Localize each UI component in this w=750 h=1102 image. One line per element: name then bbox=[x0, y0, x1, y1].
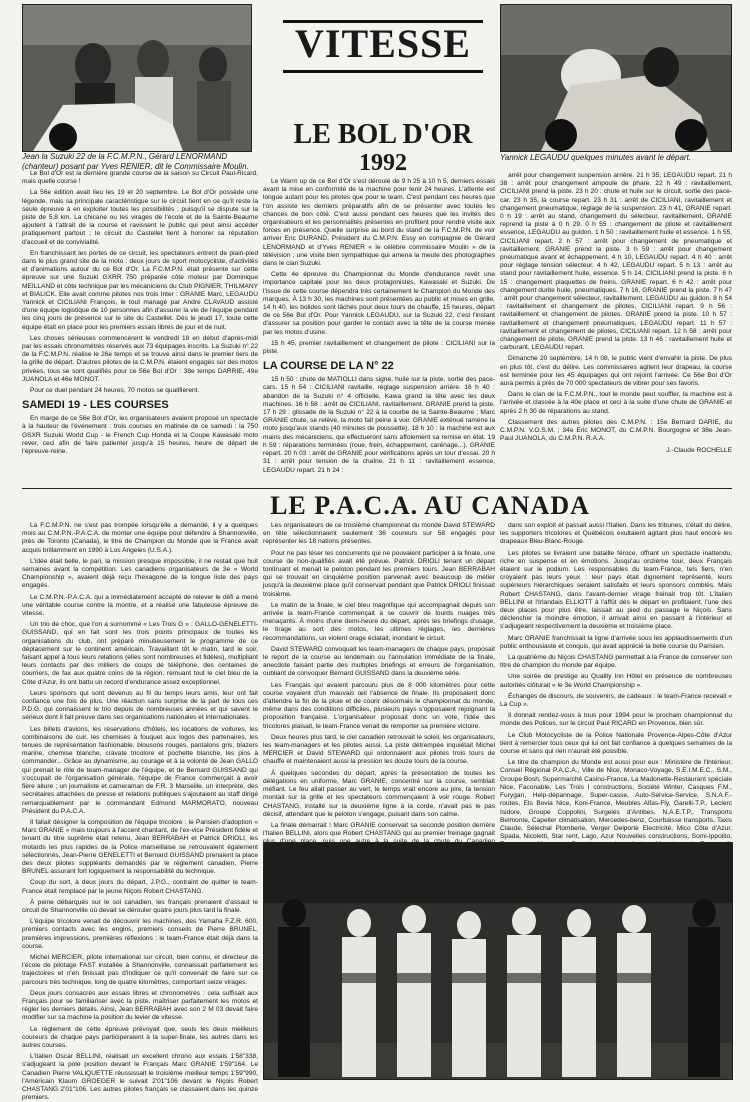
paragraph: Pour ce duel pendant 24 heures, 70 motos se qualifièrent. bbox=[30, 387, 200, 395]
paragraph: dans son exploit et passait aussi l'Italien. Dans les tribunes, c'était du délire, les supporters tricolores et Québécois exultaient agitant plus haut encore les drapeaux Bleu-Blanc-Rouge. bbox=[500, 522, 732, 546]
paragraph: Échanges de discours, de souvenirs, de cadeaux : le team-France recevait « La Cup ». bbox=[500, 692, 732, 709]
article2-column-3 bbox=[500, 522, 732, 841]
paragraph: L'équipe tricolore venait de découvrir les machines, des Yamaha F.Z.R. 600, premiers contacts avec les engins, premiers conseils de Pierre BRUNEL, premières impressions, premières réflexions : le team-France était déjà dans la course. bbox=[22, 918, 258, 950]
paragraph: Il fallait désigner la composition de l'équipe tricolore : le Parisien d'adoption « Marc GRANIE » mais toujours à l'accent chantant, de l'ex-vice Président fidèle et tenant du titre suprême était retenu, Jean BERRABAH et Patrick DRIOLI, les motards les plus rapides de la Police marseillaise se retrouvaient également sélectionnés, Jean-Pierre GENELETTI et Bernard GUISSAND prenaient la place des deux pilotes suppléants demandés par le règlement canadien, Pierre BRUNEL assurant fort logiquement la responsabilité du technique. bbox=[22, 818, 258, 876]
article2-column-2 bbox=[263, 522, 495, 838]
paragraph: Les organisateurs de ce troisième championnat du monde David STEWARD en tête sélectionnaient seulement 36 coureurs sur 58 engagés pour représenter les 18 nations présentes. bbox=[263, 522, 495, 546]
paragraph: Leurs sponsors qui sont devenus au fil du temps leurs amis, leur ont fait confiance une fois de plus. Une réaction sans surprise de la part de tous ces P.D.G. qui connaissent le trio depuis de nombreuses années et qui savent le sérieux dont il fait preuve dans ses organisations nationales et internationales. bbox=[22, 689, 258, 722]
title-rule-bottom bbox=[283, 70, 483, 73]
paragraph: Les choses sérieuses commencèrent le vendredi 18 en début d'après-midi par les essais chronométrés réservés aux 73 équipages inscrits. La Suzuki n° 22 de la F.C.M.P.N. réalise le 26e temps et se trouve ainsi dans le premier tiers de la grille de départ. D'autres pilotes de la C.M.P.N. étaient engagés sur des motos privées, tous se sont qualifiés pour ce 56e Bol d'Or : 38e temps DARRIE, 49e JUANOLA et 46e MONOT. bbox=[22, 334, 258, 383]
subhead-course-22: LA COURSE DE LA N° 22 bbox=[263, 360, 394, 373]
paragraph: Un trio de choc, que l'on a surnommé « Les Trois G » : GALLO-GENELETTI-GUISSAND, qui en fait sont les trois points principaux de toutes les organisations du club, ont préparé minutieusement le programme de ce déplacement sur le continent américain. Travaillant tôt le matin, tard le soir, faisant appel à tous leurs relations (elles sont nombreuses et fidèles), multipliant leurs contacts par des milliers de coups de téléphone, des centaines de courriers, de fax aux quatre coins de la région, remuant tout le ciel bleu de la Côte d'Azur, ils ont battu un record d'endurance assez exceptionnel. bbox=[22, 621, 258, 686]
paragraph: Michel MERCIER, pilote international sur circuit, bien connu, et directeur de l'école de pilotage FAST installée à Shannonville, connaissait parfaitement les trajectoires et n'en finissait pas d'indiquer ce qu'il convenait de faire sur ce parcours très technique, long de quatre kilomètres, comportant seize virages. bbox=[22, 953, 258, 986]
paragraph: Le règlement de cette épreuve prévoyait que, seuls les deux meilleurs coureurs de chaque pays participeraient à la super-finale, les autres dans les autres courses. bbox=[22, 1025, 258, 1049]
photo-legaudu-graphic bbox=[501, 5, 731, 151]
paragraph: À peine débarqués sur le sol canadien, les français prenaient d'assaut le circuit de Shannonville où devait se dérouler quatre jours plus tard la finale. bbox=[22, 898, 258, 914]
paragraph: Le Warm up de ce Bol d'Or s'est déroulé de 9 h 25 à 10 h 5, derniers essais avant la mise en conformité de la machine pour tenir 24 heures. L'attente est longue autant pour les pilotes que pour le team. C'est pendant ces heures que l'on assiste les derniers préparatifs afin de se présenter avec toutes les chances de bon côté. C'est aussi pendant ces heures que les invités des organisateurs et les personnalités présentes en profitent pour rendre visite aux forces en présence. Quelle surprise au bord du stand de la F.C.M.P.N. de voir arriver Eric DURAND, Président du C.M.P.N. Essy en compagnie de Gérard LENORMAND et d'Yves RENIER « le célèbre commissaire Moulin » de la télévision ; une visite bien sympathique qui amena la meute des photographes dans le clan Suzuki. bbox=[263, 178, 495, 268]
article1-column-3 bbox=[500, 172, 732, 484]
paragraph: Une soirée de prestige au Quality Inn Hôtel en présence de nombreuses autorités clôturait « le 3e World Championship ». bbox=[500, 673, 732, 689]
paragraph: David STEWARD convoquait les team-managers de chaque pays, proposait le report de la course au lendemain ou l'annulation immédiate de la finale, anecdote faisant partie des multiples briefings et erreurs de l'organisation, oubliant de convoquer Bernard GUISSAND dans la deuxième série. bbox=[263, 645, 495, 678]
paragraph: Marc GRANIE franchissait la ligne d'arrivée sous les applaudissements d'un public enthousiaste et conquis, qui avait apprécié la belle course du Parisien. bbox=[500, 634, 732, 650]
photo-legaudu bbox=[500, 4, 732, 152]
paragraph: La finale démarrait ! Marc GRANIE conservait sa seconde position derrière l'Italien BELLINI, alors que Robert CHASTANG qui au premier freinage gagnait bbox=[263, 821, 495, 838]
article2-title: LE P.A.C.A. AU CANADA bbox=[270, 491, 590, 520]
paragraph: 15 h 50 : chute de MATIOLLI dans signe, huile sur la piste, sortie des pace-cars. 15 h 54 : CICILIANI ravitaille, réglage suspension arrière. 16 h 40 : abandon de la Suzuki n° 4 officielle, Kawa grand la tête avec les deux machines. 16 h 58 : arrêt de CICILIANI, ravitaillement. GRANIE prend la piste. 17 h 29 : glissade de la Suzuki n° 22 à la courbe de la Sainte-Beaume ; Marc GRANIE chute, se relève, la moto fait peine à voir. GRANIE exténué ramène la moto jusqu'aux stands (40 minutes de poussette). 18 h 10 : la machine est aux mains des mécaniciens, qui effectueront sans affolement sa remise en état. 19 h 59 : réparations terminées (roue, frein, échappement, carénage...). GRANIE repart. 20 h 03 : arrêt de GRANIE pour vérifications après un tour d'essai. 20 h 31 : arrêt pour tension de la chaîne. 21 h 11 : ravitaillement essence, LEGAUDU repart. 21 h 24 : bbox=[263, 376, 495, 474]
photo-lenormand-graphic bbox=[23, 5, 251, 151]
paragraph: L'idée était belle, le pari, la mission presque impossible, il ne restait que huit semaines avant la compétition. Les canadiens organisateurs de 3e « World Championship », avaient déjà reçu l'hexagone de la longue liste des pays engagés. bbox=[22, 557, 258, 590]
article1-year: 1992 bbox=[359, 150, 407, 176]
paragraph: 15 h 45, premier ravitaillement et changement de pilote : CICILIANI sur la piste. bbox=[263, 339, 495, 356]
paragraph: La quatrième du Niçois CHASTANG permettait à la France de conserver son titre de champion du monde par équipe. bbox=[500, 654, 732, 670]
photo-team-france bbox=[263, 842, 733, 1080]
section-divider bbox=[22, 488, 732, 489]
section-title: VITESSE bbox=[295, 21, 471, 66]
photo-right-caption: Yannick LEGAUDU quelques minutes avant le départ. bbox=[500, 153, 692, 162]
subhead-samedi: SAMEDI 19 - LES COURSES bbox=[22, 399, 169, 412]
paragraph: La F.C.M.P.N. ne s'est pas trompée lorsqu'elle a demandé, il y a quelques mois au C.M.P.N.-P.A.C.A. de monter une équipe pour défendre à Shannonville, près de Toronto (Canada), le titre de Champion du Monde que la France avait acquis brillamment en 1990 à Los Angeles (U.S.A.). bbox=[22, 522, 258, 554]
paragraph: Dans le clan de la F.C.M.P.N., tout le monde peut souffler, la machine est à l'arrivée et classée à la 40e place et ceci à la suite d'une chute de GRANIE et après 2 h 30 de réparations au stand. bbox=[500, 391, 732, 415]
paragraph: Pour ne pas léser les concurrents qui ne pouvaient participer à la finale, une course de non-qualifiés avait été prévue. Patrick DRIOLI tenant un départ tonitruant et menait le peloton pendant les premiers tours. Jean BERRABAH qui se trouvait en cinquième position parvenait avec beaucoup de métier jusqu'à la deuxième place qu'il conservait pendant que Patrick DRIOLI finissait troisième. bbox=[263, 549, 495, 598]
paragraph: En franchissant les portes de ce circuit, les spectateurs entrent de plain-pied dans le plus grand site de la moto : deux jours de sport motocycliste, d'activités et d'animations autour du ce Bol d'Or. La F.C.M.P.N. était présente sur cette épreuve sur une Suzuki GXRR 750 préparée côte moteur par Dominique MEILLAND et côte technique par les mécaniciens du Club PIGNIER, THILMANY et BIALICK. Elle avait comme pilotes nos trois Inter : GRANIE Marc, LEGAUDU Yannick et CICILIANI François, le tout managé par Andre CLAVAUD assisté d'une équipe logistique de 10 personnes afin d'assurer la vie de l'équipe pendant les cinq jours de présence sur le site du Castellet. Dès le jeudi 17, toute cette équipe était en place pour les premiers essais libres de jour et de nuit. bbox=[22, 249, 258, 331]
paragraph: Deux heures plus tard, le ciel canadien retrouvait le soleil, les organisateurs, les team-managers et les pilotes aussi. La piste détrempée inquiétait Michel MERCIER et David STEWARD qui ordonnaient aux pilotes trois tours de chauffe et maintenaient aussi la pression les douze tours de la course. bbox=[263, 733, 495, 766]
paragraph: La 56e édition avait lieu les 19 et 20 septembre. Le Bol d'Or possède une légende, mais sa principale caractéristique sur le circuit tient en ce qu'il reste la seule épreuve à en exploiter toutes les possibilités ; puisqu'il se dispute sur la piste de 5,8 km. La chicane ou les virages de l'école et de la Sainte-Beaume ajoutent à l'attrait de la course et ravissent le public qui peut ainsi accéder pratiquement partout ; le circuit du Castellet tient à honorer sa réputation d'accueil et de convivialité. bbox=[22, 189, 258, 246]
paragraph: En marge de ce 56e Bol d'Or, les organisateurs avaient proposé un spectacle à la hauteur de l'événement : trois courses en matinée de ce samedi : la 750 GSXR Suzuki World Cup - le French Cup Honda et la Coupe Kawasaki moto rever, ceci afin de faire patienter jusqu'à 15 heures, heure de départ de l'épreuve-reine. bbox=[22, 415, 258, 456]
photo-lenormand-suzuki bbox=[22, 4, 252, 152]
paragraph: Le Club Motocycliste de la Police Nationale Provence-Alpes-Côte d'Azur tient à remercier tous ceux qui lui ont fait confiance à quelques semaines de la course et sans qui rien n'aurait été possible. bbox=[500, 731, 732, 756]
signature-rochelle: J.-Claude ROCHELLE bbox=[666, 446, 732, 454]
article1-title: LE BOL D'OR bbox=[293, 119, 473, 150]
article1-column-1 bbox=[22, 170, 258, 484]
paragraph: À quelques secondes du départ, après la présentation de toutes les délégations en uniforme, Marc GRANIE, concentré sur la course, semblait méfiant. Le feu allait passer au vert, le temps vrait encore au pire, la tension montait sur la grille et les spectateurs commençaient à voir rouge. Robert CHASTANG, installé sur la deuxième ligne à la corde, n'avait pas le pas décisif, attendant que le peloton s'engage, puisant dans son calme. bbox=[263, 769, 495, 818]
paragraph: Cette 4e épreuve du Championnat du Monde d'endurance revêt une importance capitale pour les deux protagonistes, Kawasaki et Suzuki. De l'issue de cette course dépendra très certainement le Champion du Monde des marques. À 13 h 30, les machines sont présentées au public et mises en grille, 14 h 40, les bolides sont lâchés pour deux tours de chauffe, 15 heures, départ de ce 56e Bol d'Or. Pour Yannick LEGAUDU, sur la Suzuki 22, c'est l'instant d'assurer sa position pour garder le contact avec la tête de la course menée par les motos d'usine. bbox=[263, 271, 495, 336]
paragraph: Il donnait rendez-vous à tous pour 1994 pour le prochain championnat du monde des Polices, sur le circuit Paul RICARD en Provence, bien sûr. bbox=[500, 712, 732, 728]
photo-left-caption: Jean la Suzuki 22 de la F.C.M.P.N., Gérard LENORMAND (chanteur) posant par Yves RENIER, dit le Commissaire Moulin. bbox=[22, 152, 249, 171]
photo-team-graphic bbox=[264, 843, 732, 1079]
paragraph: Classement des autres pilotes des C.M.P.N. : 15e Bernard DARIE, du C.M.P.N. V.O.S.M. ; 34e Eric MONOT, du C.M.P.N. Bourgogne et 38e Jean-Paul JUANOLA, du C.M.P.N. R.A.A. bbox=[500, 418, 732, 443]
paragraph: Le Bol d'Or est la dernière grande course de la saison su Circuit Paul-Ricard, mais quelle course ! bbox=[22, 170, 258, 186]
article2-column-1 bbox=[22, 522, 258, 1102]
paragraph: Les billets d'avions, les réservations d'hôtels, les locations de voitures, les combinaisons de cuir, les chemises à fouquet aux logos des partenaires, les tenues de représentation fashionable, blousons rouges, pantalons gris, blazers marine, chemise blanche, cravate tricolore et pochette blanche, les pins à commander... Grâce au dynamisme, au courage et à la volonté de Jean GALLO qui prenait le rôle de team-manager de l'équipe, et de Bernard GUISSAND qui s'occupait de l'organisation générale, l'équipe de France commerçait à avoir fière allure ; un journaliste et cameraman de F.R. 3 Marseille, un interprète, des secrétaires attachées de presse et relations publiques s'ajoutaient au staff dirigé remarquablement par le commandant Edmond MARMORATO, nouveau Président du P.A.C.A. bbox=[22, 725, 258, 815]
paragraph: Dimanche 20 septembre, 14 h 08, le public vient d'envahir la piste. De plus en plus tôt, c'est du délire. Les commissaires agitent leur drapeau, la course est terminée pour les 45 équipages qui ont rejoint l'arrivée. Ce 56e Bol d'Or aura permis à près de 70 000 spectateurs de vibrer pour ses favoris. bbox=[500, 355, 732, 388]
paragraph: Les pilotes se livraient une bataille féroce, offrant un spectacle inattendu, riche en suspense et en émotions. Jusqu'au onzième tour, deux Français étaient sur le podium. Les responsables du team-France, tels fiers, n'en croyaient pas leurs yeux : leur pays était dignement représenté, leurs supérieurs hiérarchiques seraient satisfaits et leurs sponsors comblés. Mais Robert CHASTANG, dans l'avant-dernier virage freinait trop tôt. L'italien BELLINI et l'Irlandais ELLIOTT à l'affût dès le départ en profitaient, l'une des deux places pour plus être, laissait au pied du passage le Niçois. Sans déclencher la moindre émotion, il arrivait ainsi en passant à l'intérieur et s'adjugeant respectivement la deuxième et troisième place. bbox=[500, 549, 732, 631]
paragraph: Deux jours consacrés aux essais libres et chronométrés : cela suffisait aux Français pour se familiariser avec la piste, maîtriser parfaitement les motos et régler les derniers détails. Ainsi, Jean BERRABAH avec son 2 M 03 devait faire modifier sur sa machine la position du levier de vitesse. bbox=[22, 989, 258, 1022]
paragraph: Coup du sort, à deux jours du départ, J.P.G., contraint de quitter le team-France était remplacé par le jeune Niçois Robert CHASTANG. bbox=[22, 879, 258, 895]
paragraph: arrêt pour changement suspension arrière. 21 h 35, LEGAUDU repart. 21 h 38 : arrêt pour changement ampoule de phare. 22 h 49 : ravitaillement, CICILIANI prend la piste. 23 h 20 : chute et huile sur le circuit, sortie des pace-car. 23 h 35, la course repart. 23 h 31 : arrêt de CICILIANI, ravitaillement et changement pneumatique, réglage de la suspension. 23 h 41, GRANIE repart. 0 h 19 : arrêt au stand, changement du sélecteur, ravitaillement, GRANIE reprend la piste à 0 h 29. 0 h 55 : changement de pilote et ravitaillement essence, LEGAUDU au guidon. 1 h 50 : ravitaillement huile et essence. 1 h 55, CICILIANI repart. 2 h 57 : arrêt pour changement de pneumatique et ravitaillement. GRANIE prend la piste. 3 h 59 : arrêt pour changement pneumatique avant et échappement. 4 h 10, LEGAUDU repart. 4 h 40 : arrêt pour réglage tension sélecteur. 4 h 42, LEGAUDU repart. 5 h 13 : arrêt au stand pour ravitaillement huile, essence. 5 h 14, CICILIANI prend la piste. 6 h 15 : changement plaquettes de freins. GRANIE repart. 6 h 42 : arrêt pour changement durite huile, pneumatiques. 7 h 16, GRANIE prend la piste. 7 h 47 : arrêt pour changement sélecteur, ravitaillement. LEGAUDU au guidon. 8 h 54 : ravitaillement et changement de pilotes, CICILIANI repart. 9 h 56 : ravitaillement et changement de pilotes. GRANIE prend la piste. 10 h 57 : ravitaillement et changement pneumatiques, LEGAUDU repart. 11 h 57 : ravitaillement et changement de pilotes, CICILIANI repart. 12 h 58 : arrêt pour changement de pilote, GRANIE prend la piste. 13 h 46 : ravitaillement huile et carburant, LEGAUDU repart. bbox=[500, 172, 732, 352]
paragraph: L'italien Oscar BELLINI, réalisait un excellent chrono aux essais 1'58"338, s'adjugeant la pole position devant le Français Marc GRANIE 1'59"164. Le Canadien Pierre VALIQUETTE réussissait le troisième meilleur temps 1'59"990, l'Américain Klaum GROEGER le suivait 2'01"106 devant le Niçois Robert CHASTANG 2'01"106. Les autres pilotes français se classaient dans les quinze premiers. bbox=[22, 1053, 258, 1102]
article1-column-2 bbox=[263, 178, 495, 484]
paragraph: Les Français qui avaient parcouru plus de 8 000 kilomètres pour cette course voyaient d'un mauvais œil l'absence de finale. Ils proposaient donc d'attendre la fin de la pluie et de courir désormais le championnat du monde, même dans des conditions difficiles, plusieurs pays s'opposaient rejoignant la proposition française. L'organisateur proposait donc un vote, l'idée des tricolores plaisait, le team-France venait de remporter sa première victoire. bbox=[263, 681, 495, 730]
paragraph: Le matin de la finale, le ciel bleu magnifique qui accompagnait depuis son arrivée la team-France commençait à se couvrir de lourds nuages très menaçants. À moins d'une demi-heure du départ, après les briefings d'usage, le tirage au sort des motos, les ultimes réglages, les dernières recommandations, un violent orage éclatait, inondant le circuit. bbox=[263, 601, 495, 642]
paragraph: Le C.M.P.N.-P.A.C.A. qui a immédiatement accepté de relever le défi a mené une véritable course contre la montre, et a réalisé une fabuleuse épreuve de vitesse. bbox=[22, 593, 258, 618]
paragraph: Le titre de champion du Monde est aussi pour eux : Ministère de l'Intérieur, Conseil Régional P.A.C.A., Ville de Nice, Monaco-Voyage, S.E.I.M.E.C., S.M., Groupe Bosh, Supermarché Casino-France, La Madonette-Restaurant spéciale Nice, Faconable, Les Trois I constructions, Société Winter, Casques F.M., Furygan, Help-dépannage, Super-casse, Auto-Service-Service, S.N.A.F.-routes, Ets Bovia Nice, Koni-France, Meubles Alfas-Fly, Garelli-T.P., Leclerc Isidore, Groupe Coppolini, Surgelés d'Antibes, N.A.E.T.P., Transports Belmonte, Capeller climatisation, Mercedes-benz, Courbaisse transports, Taxis Claude, Séléchal Plomberie, Verger Delporte Electricité, Mico Côte d'Azur, Spada, Nicoletti, Star rent, Lago, Azur Nouvelles constructions, Somi-Ippolito, bbox=[500, 759, 732, 841]
